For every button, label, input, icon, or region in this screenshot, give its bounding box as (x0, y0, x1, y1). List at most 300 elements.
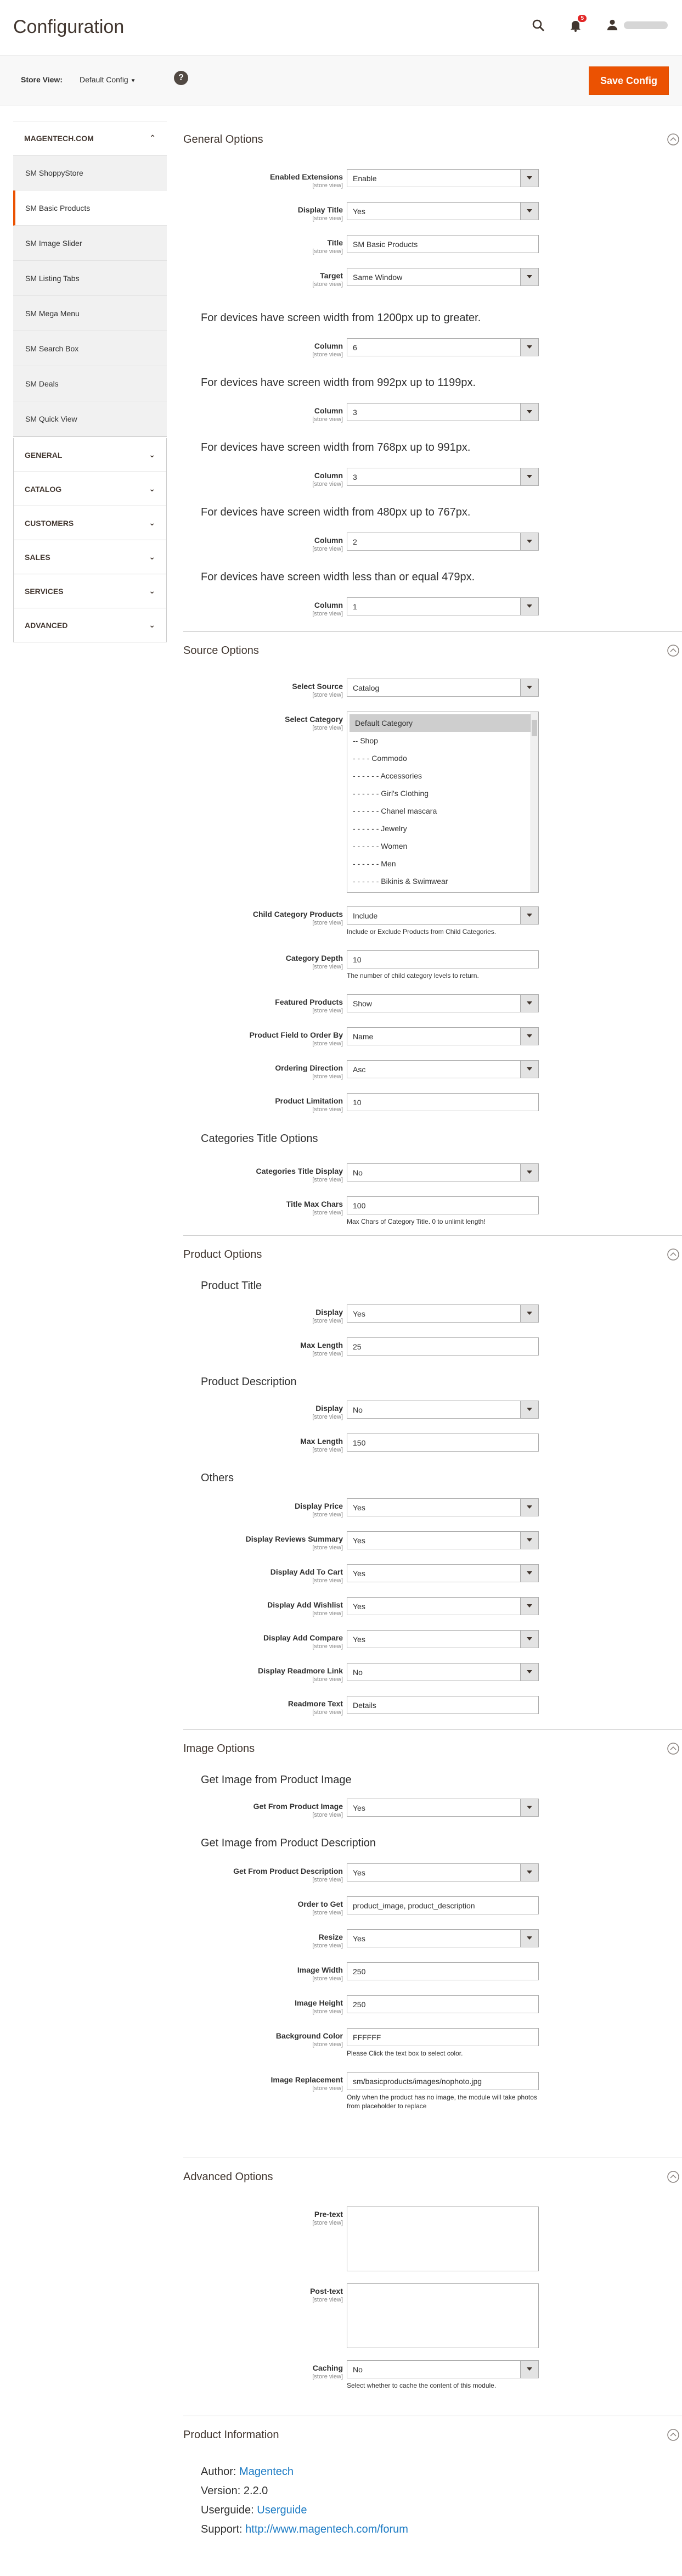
scope-text: [store view] (312, 2373, 343, 2380)
section-title: General Options (183, 133, 263, 145)
field-note: Only when the product has no image, the module will take photos from placeholder to replace (347, 2093, 537, 2110)
dropdown-arrow-icon (527, 1067, 532, 1071)
label-text: Display (315, 1404, 343, 1413)
label-text: Category Depth (285, 954, 343, 962)
device-heading: For devices have screen width from 1200px up to greater. (201, 312, 481, 324)
scope-text: [store view] (312, 1040, 343, 1047)
scope-text: [store view] (312, 1942, 343, 1949)
label-text: Display Price (295, 1502, 343, 1510)
dropdown-arrow-icon (527, 1034, 532, 1038)
scope-text: [store view] (312, 1610, 343, 1617)
input-value: 250 (353, 2000, 366, 2009)
label-text: Resize (318, 1933, 343, 1941)
dropdown-arrow-icon (527, 540, 532, 543)
product-title-heading: Product Title (201, 1280, 262, 1292)
scope-text: [store view] (312, 2085, 343, 2092)
field-label (246, 1535, 343, 1551)
field-label (286, 1200, 343, 1216)
scope-text: [store view] (312, 416, 343, 423)
collapse-icon (667, 2428, 680, 2441)
label-text: Column (314, 406, 343, 415)
column-992-select[interactable] (347, 403, 539, 421)
field-note: The number of child category levels to return. (347, 972, 479, 979)
select-value: Same Window (353, 272, 403, 282)
scope-text: [store view] (312, 1209, 343, 1216)
image-from-description-heading: Get Image from Product Description (201, 1837, 376, 1849)
field-label (297, 1965, 343, 1982)
target-select[interactable] (347, 268, 539, 286)
label-text: Column (314, 601, 343, 609)
input-value: 10 (353, 1097, 362, 1107)
field-label (312, 238, 343, 255)
category-option[interactable]: Default Category (350, 714, 532, 732)
select-category-multiselect[interactable] (347, 712, 539, 893)
sidebar-group-customers[interactable] (13, 506, 167, 540)
sidebar-group-title[interactable] (13, 121, 167, 155)
input-value: 10 (353, 955, 362, 964)
product-information-section (183, 2416, 682, 2535)
sidebar-item[interactable]: SM ShoppyStore (13, 155, 167, 191)
chevron-down-icon: ⌄ (149, 586, 155, 595)
scope-text: [store view] (312, 2297, 343, 2303)
product-limitation-input[interactable] (347, 1093, 539, 1111)
field-label (310, 2287, 343, 2303)
scope-text: [store view] (312, 1414, 343, 1420)
scope-text: [store view] (312, 481, 343, 488)
chevron-down-icon: ⌄ (149, 484, 155, 493)
field-label (270, 1567, 343, 1584)
description-max-length-input[interactable] (347, 1433, 539, 1452)
dropdown-arrow-icon (527, 1670, 532, 1673)
display-price-select[interactable] (347, 1498, 539, 1516)
label-text: Readmore Text (288, 1699, 343, 1708)
field-label (258, 1666, 343, 1683)
scope-text: [store view] (312, 215, 343, 222)
order-to-get-input[interactable] (347, 1896, 539, 1914)
dropdown-arrow-icon (527, 345, 532, 349)
advanced-options-section (183, 2158, 682, 2389)
chevron-down-icon: ⌄ (149, 518, 155, 527)
input-value: SM Basic Products (353, 239, 418, 249)
dropdown-arrow-icon (527, 1408, 532, 1411)
caching-select[interactable] (347, 2360, 539, 2378)
author-label: Author: (201, 2466, 240, 2478)
field-label (312, 406, 343, 423)
display-title-select[interactable] (347, 202, 539, 220)
label-text: Display Add To Cart (270, 1567, 343, 1576)
field-label (292, 682, 343, 698)
image-options-header[interactable] (183, 1730, 682, 1767)
field-label (298, 205, 343, 222)
label-text: Target (320, 271, 343, 280)
field-label (288, 1699, 343, 1716)
field-label (271, 2075, 343, 2092)
scrollbar-thumb[interactable] (532, 720, 537, 736)
section-title: Source Options (183, 644, 259, 657)
select-value: 1 (353, 602, 357, 611)
select-value: No (353, 2365, 363, 2374)
sidebar-item[interactable]: SM Listing Tabs (13, 261, 167, 296)
dropdown-arrow-icon (527, 1604, 532, 1608)
source-options-header[interactable] (183, 632, 682, 669)
section-title: Image Options (183, 1742, 255, 1755)
device-heading: For devices have screen width from 768px up to 991px. (201, 441, 471, 453)
field-label (312, 471, 343, 488)
category-option[interactable]: -- Shop (353, 736, 378, 745)
sidebar-group-catalog[interactable] (13, 472, 167, 506)
title-max-chars-input[interactable] (347, 1196, 539, 1214)
category-option[interactable]: - - - - - - Men (353, 859, 396, 868)
dropdown-arrow-icon (527, 1538, 532, 1542)
user-name-blurred (624, 21, 668, 29)
support-line (201, 2523, 408, 2536)
select-value: Yes (353, 206, 365, 216)
dropdown-arrow-icon (527, 410, 532, 413)
label-text: Display Readmore Link (258, 1666, 343, 1675)
label-text: Get From Product Image (253, 1802, 343, 1811)
field-label (253, 910, 343, 926)
dropdown-arrow-icon (527, 1637, 532, 1640)
notification-count-badge: 5 (578, 15, 587, 22)
dropdown-arrow-icon (527, 604, 532, 608)
field-label (312, 1404, 343, 1420)
sidebar-group-label: CATALOG (25, 484, 62, 494)
pre-text-textarea[interactable] (347, 2207, 539, 2271)
post-text-textarea[interactable] (347, 2283, 539, 2348)
display-add-compare-select[interactable] (347, 1630, 539, 1648)
sidebar-item[interactable]: SM Quick View (13, 401, 167, 436)
field-label (276, 2031, 343, 2048)
general-options-header[interactable] (183, 121, 682, 158)
label-text: Background Color (275, 2031, 343, 2040)
field-label (312, 271, 343, 288)
field-label (253, 1802, 343, 1818)
get-from-image-select[interactable] (347, 1799, 539, 1817)
category-option[interactable]: - - - - - - Jewelry (353, 824, 407, 833)
dropdown-arrow-icon (527, 475, 532, 478)
store-view-label: Store View: (21, 75, 63, 84)
description-display-select[interactable] (347, 1401, 539, 1419)
collapse-icon (667, 133, 680, 146)
scope-text: [store view] (312, 546, 343, 552)
image-options-section (183, 1729, 682, 2110)
scope-text: [store view] (312, 1877, 343, 1883)
field-label (270, 172, 343, 189)
category-option[interactable]: - - - - - - Accessories (353, 771, 422, 780)
scope-text: [store view] (312, 1544, 343, 1551)
product-information-header[interactable] (183, 2416, 682, 2454)
label-text: Title Max Chars (286, 1200, 343, 1208)
scope-text: [store view] (312, 1709, 343, 1716)
scope-text: [store view] (312, 1676, 343, 1683)
category-option[interactable]: - - - - - - Bikinis & Swimwear (353, 877, 448, 886)
device-heading: For devices have screen width from 480px up to 767px. (201, 506, 471, 518)
label-text: Display Reviews Summary (245, 1535, 343, 1543)
sidebar-group-services[interactable] (13, 574, 167, 608)
input-value: FFFFFF (353, 2032, 381, 2042)
sidebar-group-label: MAGENTECH.COM (24, 133, 94, 143)
readmore-text-input[interactable] (347, 1696, 539, 1714)
scope-text: [store view] (312, 964, 343, 970)
general-options-section (183, 121, 682, 617)
notifications-bell-icon[interactable] (569, 15, 584, 32)
search-icon[interactable] (532, 19, 545, 32)
scope-text: [store view] (312, 1106, 343, 1113)
section-title: Advanced Options (183, 2170, 273, 2183)
column-768-select[interactable] (347, 468, 539, 486)
resize-select[interactable] (347, 1929, 539, 1947)
scope-text: [store view] (312, 1975, 343, 1982)
scope-text: [store view] (312, 1177, 343, 1183)
field-note: Please Click the text box to select color. (347, 2049, 463, 2057)
label-text: Ordering Direction (275, 1063, 343, 1072)
others-heading: Others (201, 1472, 234, 1484)
category-depth-input[interactable] (347, 950, 539, 968)
author-line (201, 2466, 294, 2478)
field-label (298, 1900, 343, 1916)
sidebar-item[interactable]: SM Image Slider (13, 226, 167, 261)
collapse-icon (667, 1248, 680, 1261)
field-label (233, 1867, 343, 1883)
scope-text: [store view] (312, 2041, 343, 2048)
scope-text: [store view] (312, 1447, 343, 1453)
sidebar-group-label: GENERAL (25, 450, 63, 460)
label-text: Display Add Wishlist (267, 1600, 343, 1609)
child-category-select[interactable] (347, 906, 539, 925)
label-text: Get From Product Description (233, 1867, 343, 1875)
background-color-input[interactable] (347, 2028, 539, 2046)
categories-title-display-select[interactable] (347, 1163, 539, 1181)
field-label (275, 1096, 343, 1113)
chevron-down-icon: ⌄ (149, 552, 155, 561)
field-note: Max Chars of Category Title. 0 to unlimit length! (347, 1218, 486, 1225)
label-text: Select Source (292, 682, 343, 691)
scope-text: [store view] (312, 2008, 343, 2015)
scope-text: [store view] (312, 692, 343, 698)
label-text: Display Add Compare (263, 1633, 343, 1642)
label-text: Display Title (297, 205, 343, 214)
input-value: sm/basicproducts/images/nophoto.jpg (353, 2076, 482, 2086)
sidebar-item[interactable]: SM Deals (13, 366, 167, 401)
field-label (312, 1308, 343, 1324)
field-label (250, 1031, 343, 1047)
label-text: Title (327, 238, 343, 247)
field-label (256, 1167, 343, 1183)
field-label (312, 2364, 343, 2380)
select-source-select[interactable] (347, 679, 539, 697)
field-label (275, 998, 343, 1014)
image-width-input[interactable] (347, 1962, 539, 1980)
collapse-icon (667, 644, 680, 657)
scope-text: [store view] (312, 1643, 343, 1650)
chevron-down-icon: ⌄ (149, 620, 155, 629)
select-value: Yes (353, 1803, 365, 1812)
header-actions (532, 15, 668, 32)
field-label (267, 1600, 343, 1617)
field-label (312, 341, 343, 358)
category-option[interactable]: - - - - - - Chanel mascara (353, 807, 437, 815)
sidebar-group-general[interactable] (13, 438, 167, 472)
dropdown-arrow-icon: ▼ (130, 78, 136, 84)
input-value: 25 (353, 1342, 362, 1351)
collapse-icon (667, 2170, 680, 2183)
scrollbar[interactable] (531, 712, 538, 892)
scope-text: [store view] (312, 351, 343, 358)
dropdown-arrow-icon (527, 1936, 532, 1940)
select-value: Yes (353, 1634, 365, 1644)
image-replacement-input[interactable] (347, 2072, 539, 2090)
image-height-input[interactable] (347, 1995, 539, 2013)
section-title: Product Options (183, 1248, 262, 1261)
dropdown-arrow-icon (527, 275, 532, 278)
column-480-select[interactable] (347, 533, 539, 551)
dropdown-arrow-icon (527, 1171, 532, 1174)
title-input[interactable] (347, 235, 539, 253)
category-option[interactable]: - - - - - - Girl's Clothing (353, 789, 429, 798)
input-value: 250 (353, 1967, 366, 1976)
scope-text: [store view] (312, 1577, 343, 1584)
label-text: Image Height (295, 1998, 343, 2007)
column-479-select[interactable] (347, 597, 539, 615)
sidebar-group-label: CUSTOMERS (25, 518, 74, 528)
scope-text: [store view] (312, 1812, 343, 1818)
userguide-line (201, 2504, 307, 2517)
scope-text: [store view] (312, 1073, 343, 1080)
label-text: Caching (312, 2364, 343, 2372)
scope-text: [store view] (312, 1511, 343, 1518)
label-text: Column (314, 471, 343, 480)
product-options-header[interactable] (183, 1236, 682, 1273)
input-value: 150 (353, 1438, 366, 1447)
sidebar-group-advanced[interactable] (13, 608, 167, 642)
dropdown-arrow-icon (527, 1505, 532, 1509)
select-value: Catalog (353, 683, 380, 692)
input-value: 100 (353, 1201, 366, 1210)
label-text: Product Limitation (275, 1096, 343, 1105)
order-by-select[interactable] (347, 1027, 539, 1045)
scope-text: [store view] (312, 1351, 343, 1357)
sidebar-item[interactable]: SM Mega Menu (13, 296, 167, 331)
field-label (295, 1998, 343, 2015)
display-readmore-select[interactable] (347, 1663, 539, 1681)
categories-title-heading: Categories Title Options (201, 1133, 318, 1145)
field-label (275, 1063, 343, 1080)
label-text: Product Field to Order By (249, 1031, 343, 1039)
userguide-link[interactable]: Userguide (257, 2504, 307, 2516)
input-value: Details (353, 1700, 376, 1710)
field-label (286, 954, 343, 970)
sidebar-group-magentech (13, 121, 167, 437)
dropdown-arrow-icon (527, 1871, 532, 1874)
source-options-section (183, 631, 682, 1225)
title-display-select[interactable] (347, 1304, 539, 1323)
dropdown-arrow-icon (527, 686, 532, 689)
author-link[interactable]: Magentech (239, 2466, 294, 2478)
dropdown-arrow-icon (527, 914, 532, 917)
support-link[interactable]: http://www.magentech.com/forum (245, 2523, 408, 2535)
category-option[interactable]: - - - - - - Women (353, 842, 408, 850)
sidebar-item[interactable]: SM Search Box (13, 331, 167, 366)
select-value: No (353, 1168, 363, 1177)
featured-products-select[interactable] (347, 994, 539, 1012)
sidebar-group-label: ADVANCED (25, 620, 68, 630)
field-label (312, 536, 343, 552)
field-label (312, 2210, 343, 2226)
image-from-product-heading: Get Image from Product Image (201, 1774, 352, 1786)
field-label (300, 1437, 343, 1453)
dropdown-arrow-icon (527, 176, 532, 180)
label-text: Max Length (300, 1437, 343, 1446)
scope-text: [store view] (312, 920, 343, 926)
device-heading: For devices have screen width from 992px up to 1199px. (201, 377, 476, 389)
field-label (285, 715, 343, 731)
display-add-to-cart-select[interactable] (347, 1564, 539, 1582)
title-max-length-input[interactable] (347, 1337, 539, 1356)
sidebar-group-sales[interactable] (13, 540, 167, 574)
chevron-down-icon: ⌄ (149, 450, 155, 459)
label-text: Order to Get (297, 1900, 343, 1908)
config-sidebar (13, 121, 167, 642)
dropdown-arrow-icon (527, 1001, 532, 1005)
category-option[interactable]: - - - - Commodo (353, 754, 407, 763)
scope-text: [store view] (312, 248, 343, 255)
dropdown-arrow-icon (527, 209, 532, 212)
display-add-wishlist-select[interactable] (347, 1597, 539, 1615)
chevron-up-icon: ⌃ (149, 133, 156, 142)
select-value: No (353, 1405, 363, 1414)
field-label (312, 601, 343, 617)
label-text: Column (314, 341, 343, 350)
sidebar-group-label: SERVICES (25, 586, 64, 596)
field-label (295, 1502, 343, 1518)
select-value: Yes (353, 1868, 365, 1877)
collapse-icon (667, 1742, 680, 1755)
input-value: product_image, product_description (353, 1901, 475, 1910)
get-from-description-select[interactable] (347, 1863, 539, 1881)
column-1200-select[interactable] (347, 338, 539, 356)
scope-text: [store view] (312, 182, 343, 189)
scope-text: [store view] (312, 281, 343, 288)
label-text: Child Category Products (252, 910, 343, 919)
select-value: Yes (353, 1569, 365, 1578)
label-text: Image Replacement (270, 2075, 343, 2084)
save-config-button[interactable]: Save Config (589, 66, 669, 95)
userguide-label: Userguide: (201, 2504, 257, 2516)
display-reviews-select[interactable] (347, 1531, 539, 1549)
page-header (0, 0, 682, 55)
label-text: Post-text (310, 2287, 343, 2295)
device-heading: For devices have screen width less than or equal 479px. (201, 571, 475, 583)
user-menu[interactable] (606, 19, 668, 32)
dropdown-arrow-icon (527, 1571, 532, 1575)
select-value: 3 (353, 472, 357, 481)
label-text: Display (315, 1308, 343, 1317)
help-icon[interactable]: ? (174, 71, 188, 85)
store-view-switcher[interactable] (80, 75, 136, 84)
advanced-options-header[interactable] (183, 2158, 682, 2196)
label-text: Categories Title Display (256, 1167, 343, 1175)
enabled-extensions-select[interactable] (347, 169, 539, 187)
user-icon (606, 19, 619, 32)
sidebar-item-active[interactable]: SM Basic Products (13, 191, 167, 226)
scope-text: [store view] (312, 725, 343, 731)
label-text: Select Category (285, 715, 343, 724)
scope-text: [store view] (312, 1007, 343, 1014)
select-value: Yes (353, 1536, 365, 1545)
label-text: Image Width (297, 1965, 343, 1974)
ordering-direction-select[interactable] (347, 1060, 539, 1078)
scope-text: [store view] (312, 2220, 343, 2226)
